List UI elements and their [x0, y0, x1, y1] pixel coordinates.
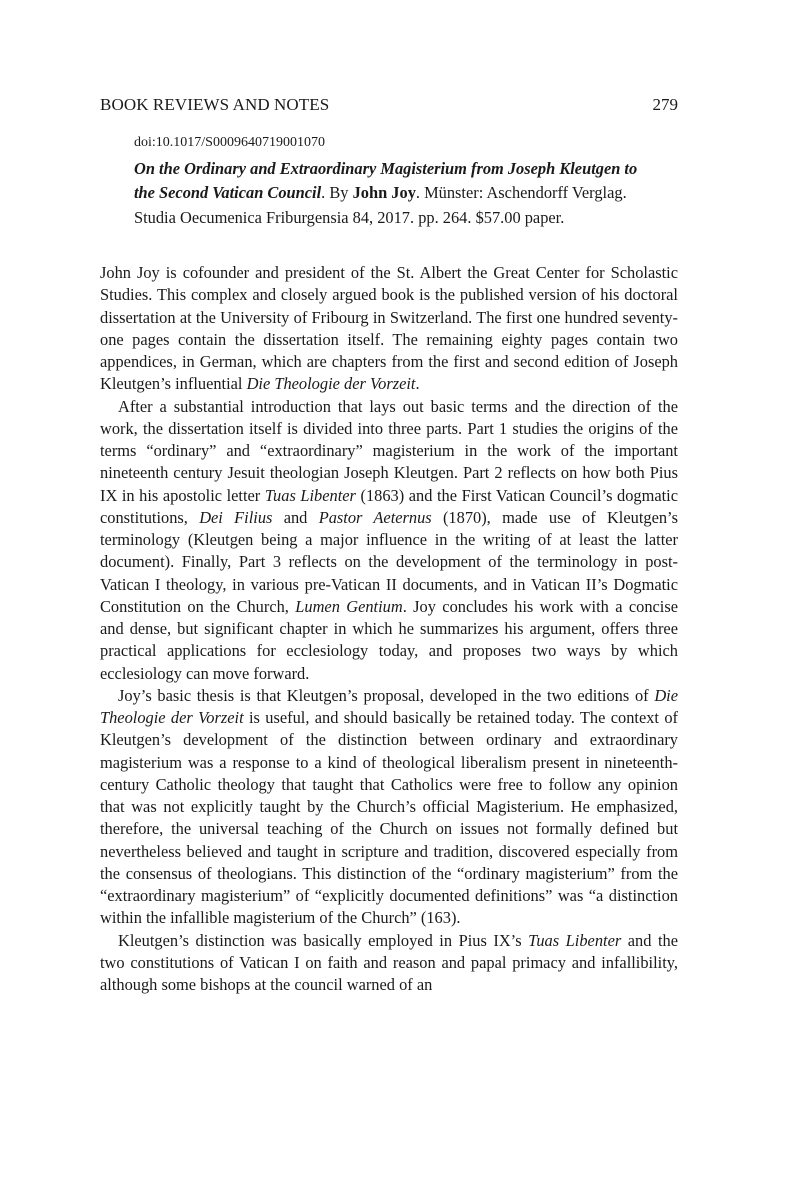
- paragraph-2: [100, 396, 678, 685]
- book-author: John Joy: [352, 183, 416, 203]
- book-title: On the Ordinary and Extraordinary Magisterium from Joseph Kleutgen to the Second Vatican Council: [134, 159, 638, 203]
- text-run: John Joy is cofounder and president of the St. Albert the Great Center for Scholastic Studies. This complex and closely argued book is the published version of his doctoral dissertation at the University of Fribourg in Switzerland. The first one hundred seventy-one pages contain the dissertation itself. The remaining eighty pages contain two appendices, in German, which are chapters from the first and second edition of Joseph Kleutgen’s influential: [100, 263, 678, 394]
- by-label: . By: [321, 183, 353, 203]
- text-run: (1863) and the First Vatican Council’s dogmatic constitutions,: [100, 485, 679, 527]
- paragraph-4: [100, 930, 678, 997]
- review-citation: [134, 134, 654, 230]
- citation-text: [134, 157, 654, 230]
- paragraph-3: [100, 685, 678, 930]
- text-run: (1870), made use of Kleutgen’s terminology (Kleutgen being a major influence in the writing of at least the latter document). Finally, Part 3 reflects on the development of the terminology in post-Vatican I theology, in various pre-Vatican II documents, and in Vatican II’s Dogmatic Constitution on the Church,: [100, 507, 678, 616]
- text-run: Joy’s basic thesis is that Kleutgen’s proposal, developed in the two editions of: [118, 685, 655, 705]
- review-body: [100, 262, 678, 996]
- page-number: 279: [652, 95, 678, 114]
- running-head: BOOK REVIEWS AND NOTES: [100, 95, 330, 114]
- text-run: .: [415, 374, 420, 394]
- text-run: Kleutgen’s distinction was basically employed in Pius IX’s: [118, 930, 529, 950]
- italic-title: Dei Filius: [199, 507, 273, 527]
- italic-title: Die Theologie der Vorzeit: [246, 374, 416, 394]
- text-run: . Joy concludes his work with a concise and dense, but significant chapter in which he summarizes his argument, offers three practical applications for ecclesiology today, and proposes two ways by which ecclesiology can move forward.: [100, 596, 679, 683]
- italic-title: Lumen Gentium: [295, 596, 403, 616]
- publication-details: . Münster: Aschendorff Verglag. Studia Oecumenica Friburgensia 84, 2017. pp. 264. $57.00 paper.: [134, 183, 627, 227]
- text-run: After a substantial introduction that lays out basic terms and the direction of the work, the dissertation itself is divided into three parts. Part 1 studies the origins of the terms “ordinary” and “extraordinary” magisterium in the work of the important nineteenth century Jesuit theologian Joseph Kleutgen. Part 2 reflects on how both Pius IX in his apostolic letter: [100, 396, 678, 505]
- text-run: and the two constitutions of Vatican I on faith and reason and papal primacy and infallibility, although some bishops at the council warned of an: [100, 930, 679, 994]
- doi-line: doi:10.1017/S0009640719001070: [134, 135, 325, 150]
- italic-title: Tuas Libenter: [528, 930, 622, 950]
- paragraph-1: [100, 262, 678, 396]
- text-run: is useful, and should basically be retained today. The context of Kleutgen’s development of the distinction between ordinary and extraordinary magisterium was a response to a kind of theological liberalism present in nineteenth-century Catholic theology that taught that Catholics were free to follow any opinion that was not explicitly taught by the Church’s official Magisterium. He emphasized, therefore, the universal teaching of the Church on issues not formally defined but nevertheless believed and taught in scripture and tradition, discovered especially from the consensus of theologians. This distinction of the “ordinary magisterium” from the “extraordinary magisterium” of “explicitly documented definitions” was “a distinction within the infallible magisterium of the Church” (163).: [100, 708, 678, 928]
- italic-title: Pastor Aeternus: [318, 507, 432, 527]
- italic-title: Tuas Libenter: [264, 485, 356, 505]
- text-run: and: [272, 507, 319, 527]
- italic-title: Die Theologie der Vorzeit: [100, 685, 678, 727]
